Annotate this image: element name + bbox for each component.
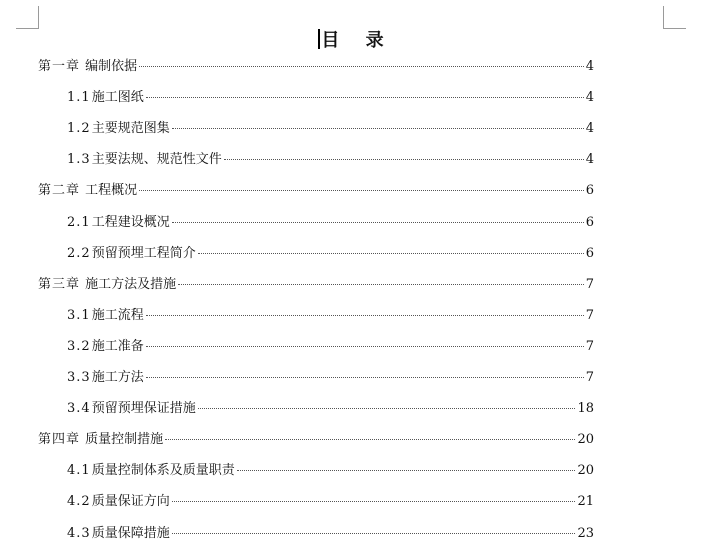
- toc-section-entry[interactable]: [67, 492, 594, 512]
- toc-entry-title: 质量保证方向: [91, 494, 170, 509]
- toc-entry-text: [67, 524, 170, 544]
- toc-entry-number: 2.2: [67, 246, 91, 261]
- toc-entry-title: 质量控制措施: [85, 432, 164, 447]
- toc-page-number: 4: [585, 59, 594, 74]
- toc-entry-number: 第四章: [38, 432, 81, 447]
- toc-page-number: 7: [585, 370, 594, 385]
- toc-entry-title: 预留预埋保证措施: [91, 401, 196, 416]
- toc-section-entry[interactable]: [67, 150, 594, 170]
- toc-dot-leader: [224, 159, 584, 160]
- toc-dot-leader: [178, 284, 584, 285]
- toc-entry-number: 第二章: [38, 183, 81, 198]
- toc-page-number: 23: [577, 526, 594, 541]
- toc-entry-title: 工程建设概况: [91, 215, 170, 230]
- toc-section-entry[interactable]: [67, 399, 594, 419]
- toc-entry-title: 主要法规、规范性文件: [91, 152, 222, 167]
- toc-page-number: 7: [585, 339, 594, 354]
- toc-dot-leader: [198, 408, 576, 409]
- toc-entry-number: 3.2: [67, 339, 91, 354]
- toc-dot-leader: [198, 253, 584, 254]
- toc-entry-number: 3.3: [67, 370, 91, 385]
- toc-dot-leader: [146, 346, 584, 347]
- toc-entry-text: [67, 213, 170, 233]
- toc-entry-title: 质量控制体系及质量职责: [91, 463, 235, 478]
- toc-entry-title: 施工方法及措施: [85, 277, 177, 292]
- toc-entry-text: [67, 306, 144, 326]
- toc-page-number: 7: [585, 308, 594, 323]
- toc-entry-text: [67, 337, 144, 357]
- toc-entry-title: 预留预埋工程简介: [91, 246, 196, 261]
- toc-dot-leader: [139, 190, 584, 191]
- toc-page-number: 18: [577, 401, 594, 416]
- toc-section-entry[interactable]: [67, 337, 594, 357]
- toc-section-entry[interactable]: [67, 461, 594, 481]
- toc-dot-leader: [165, 439, 575, 440]
- toc-title-text: 目 录: [321, 30, 394, 51]
- toc-entry-title: 施工方法: [91, 370, 144, 385]
- toc-entry-title: 质量保障措施: [91, 526, 170, 541]
- toc-page-number: 6: [585, 215, 594, 230]
- toc-entry-text: [38, 275, 176, 295]
- toc-entry-title: 施工流程: [91, 308, 144, 323]
- toc-chapter-entry[interactable]: [38, 181, 594, 201]
- toc-entry-number: 4.2: [67, 494, 91, 509]
- toc-entry-text: [67, 368, 144, 388]
- toc-dot-leader: [172, 128, 584, 129]
- toc-section-entry[interactable]: [67, 368, 594, 388]
- toc-entry-text: [67, 119, 170, 139]
- toc-entry-text: [67, 399, 196, 419]
- toc-page-number: 4: [585, 90, 594, 105]
- toc-dot-leader: [146, 315, 584, 316]
- toc-entry-number: 3.4: [67, 401, 91, 416]
- toc-entry-text: [38, 181, 137, 201]
- toc-entry-text: [67, 492, 170, 512]
- toc-dot-leader: [139, 66, 584, 67]
- toc-page-number: 20: [577, 432, 594, 447]
- toc-entry-number: 第一章: [38, 59, 81, 74]
- toc-page-number: 6: [585, 246, 594, 261]
- toc-entry-number: 1.2: [67, 121, 91, 136]
- toc-section-entry[interactable]: [67, 244, 594, 264]
- toc-entry-title: 主要规范图集: [91, 121, 170, 136]
- toc-entry-number: 3.1: [67, 308, 91, 323]
- toc-dot-leader: [172, 222, 584, 223]
- toc-dot-leader: [172, 501, 576, 502]
- toc-entry-title: 施工图纸: [91, 90, 144, 105]
- toc-page-number: 4: [585, 121, 594, 136]
- toc-section-entry[interactable]: [67, 306, 594, 326]
- toc-section-entry[interactable]: [67, 213, 594, 233]
- toc-entry-title: 工程概况: [85, 183, 138, 198]
- toc-entry-title: 施工准备: [91, 339, 144, 354]
- toc-entry-number: 2.1: [67, 215, 91, 230]
- toc-entry-title: 编制依据: [85, 59, 138, 74]
- toc-entry-text: [67, 461, 235, 481]
- toc-chapter-entry[interactable]: [38, 57, 594, 77]
- toc-page-number: 4: [585, 152, 594, 167]
- toc-chapter-entry[interactable]: [38, 430, 594, 450]
- toc-entry-number: 4.3: [67, 526, 91, 541]
- toc-page-number: 20: [577, 463, 594, 478]
- toc-page-number: 7: [585, 277, 594, 292]
- toc-entry-number: 1.3: [67, 152, 91, 167]
- toc-entry-text: [67, 88, 144, 108]
- toc-entry-number: 第三章: [38, 277, 81, 292]
- toc-entry-text: [67, 244, 196, 264]
- toc-chapter-entry[interactable]: [38, 275, 594, 295]
- toc-page-number: 6: [585, 183, 594, 198]
- toc-dot-leader: [172, 533, 576, 534]
- toc-entry-text: [38, 430, 163, 450]
- toc-page-number: 21: [577, 494, 594, 509]
- toc-section-entry[interactable]: [67, 119, 594, 139]
- toc-section-entry[interactable]: [67, 524, 594, 544]
- toc-entry-number: 1.1: [67, 90, 91, 105]
- toc-dot-leader: [146, 377, 584, 378]
- toc-entry-text: [67, 150, 222, 170]
- toc-entry-text: [38, 57, 137, 77]
- toc-dot-leader: [146, 97, 584, 98]
- toc-dot-leader: [237, 470, 576, 471]
- toc-entry-number: 4.1: [67, 463, 91, 478]
- toc-section-entry[interactable]: [67, 88, 594, 108]
